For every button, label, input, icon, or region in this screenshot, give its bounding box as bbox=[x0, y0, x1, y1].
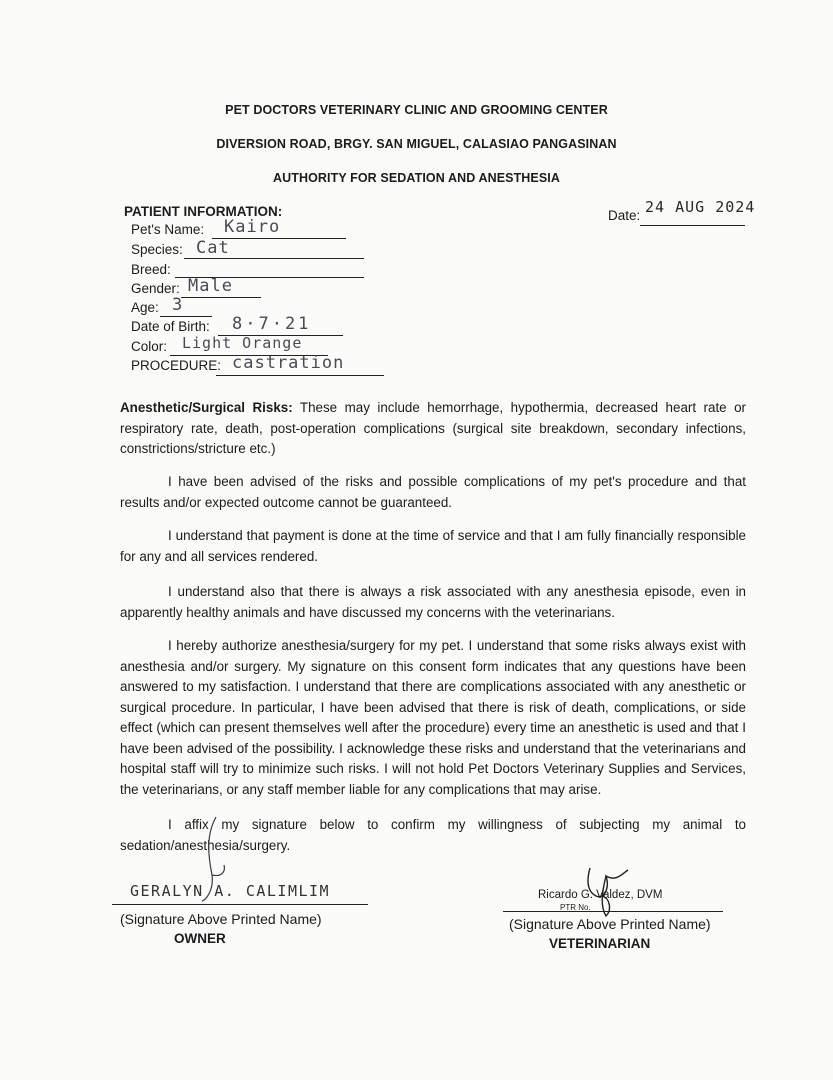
pet-name-value[interactable]: Kairo bbox=[224, 217, 281, 237]
vet-role: VETERINARIAN bbox=[549, 936, 651, 951]
clinic-name: PET DOCTORS VETERINARY CLINIC AND GROOMING CENTER bbox=[225, 103, 608, 117]
risks-paragraph bbox=[120, 398, 746, 460]
date-value[interactable]: 24 AUG 2024 bbox=[645, 198, 756, 216]
owner-signature-caption: (Signature Above Printed Name) bbox=[120, 911, 322, 927]
species-label: Species: bbox=[131, 242, 183, 257]
clinic-address: DIVERSION ROAD, BRGY. SAN MIGUEL, CALASIAO PANGASINAN bbox=[216, 137, 617, 151]
paragraph-3: I understand also that there is always a risk associated with any anesthesia episode, even in apparently healthy animals and have discussed my concerns with the veterinarians. bbox=[120, 584, 746, 620]
form-title: AUTHORITY FOR SEDATION AND ANESTHESIA bbox=[272, 171, 561, 185]
date-line bbox=[640, 225, 745, 226]
risks-title: Anesthetic/Surgical Risks: bbox=[120, 400, 293, 415]
dob-value[interactable]: 8·7·21 bbox=[232, 314, 312, 334]
age-line bbox=[160, 316, 212, 317]
patient-info-title: PATIENT INFORMATION: bbox=[124, 204, 283, 219]
paragraph-2: I understand that payment is done at the time of service and that I am fully financially responsible for any and all services rendered. bbox=[120, 528, 746, 564]
vet-signature-caption: (Signature Above Printed Name) bbox=[509, 916, 711, 932]
paragraph-5: I affix my signature below to confirm my willingness of subjecting my animal to sedation/anesthesia/surgery. bbox=[120, 817, 746, 853]
species-line bbox=[184, 258, 364, 259]
paragraph-1: I have been advised of the risks and possible complications of my pet's procedure and that results and/or expected outcome cannot be guaranteed. bbox=[120, 474, 746, 510]
vet-printed-name: Ricardo G. Valdez, DVM bbox=[538, 889, 663, 901]
date-label: Date: bbox=[608, 208, 641, 223]
owner-signature-line bbox=[112, 904, 368, 905]
breed-label: Breed: bbox=[131, 262, 171, 277]
procedure-line bbox=[216, 375, 384, 376]
color-label: Color: bbox=[131, 339, 168, 354]
pet-name-label: Pet's Name: bbox=[131, 222, 205, 237]
age-value[interactable]: 3 bbox=[172, 295, 184, 315]
procedure-value[interactable]: castration bbox=[232, 353, 345, 373]
species-value[interactable]: Cat bbox=[196, 238, 230, 258]
risks-text: These may include hemorrhage, hypothermia, decreased heart rate or respiratory rate, death, post-operation complications (surgical site breakdown, secondary infections, constrictions/stricture etc.) bbox=[120, 400, 746, 456]
vet-ptr-label: PTR No. bbox=[560, 903, 591, 912]
pet-name-line bbox=[212, 238, 346, 239]
dob-label: Date of Birth: bbox=[131, 319, 210, 334]
vet-signature-line bbox=[503, 911, 723, 912]
owner-role: OWNER bbox=[174, 931, 226, 946]
color-value[interactable]: Light Orange bbox=[182, 334, 303, 352]
age-label: Age: bbox=[131, 300, 159, 315]
gender-value[interactable]: Male bbox=[188, 276, 233, 296]
paragraph-4: I hereby authorize anesthesia/surgery for my pet. I understand that some risks always exist with anesthesia and/or surgery. My signature on this consent form indicates that any questions have been answered to my satisfaction. I understand that there are complications associated with any anesthetic or surgical procedure. In particular, I have been advised that there is risk of death, complications, or side effect (which can present themselves well after the procedure) every time an anesthetic is used and that I have been advised of the possibility. I acknowledge these risks and understand that the veterinarians and hospital staff will try to minimize such risks. I will not hold Pet Doctors Veterinary Supplies and Services, the veterinarians, or any staff member liable for any complications that may arise. bbox=[120, 638, 746, 797]
gender-label: Gender: bbox=[131, 281, 180, 296]
owner-printed-name: GERALYN A. CALIMLIM bbox=[130, 882, 331, 900]
gender-line bbox=[181, 297, 261, 298]
procedure-label: PROCEDURE: bbox=[131, 358, 222, 373]
